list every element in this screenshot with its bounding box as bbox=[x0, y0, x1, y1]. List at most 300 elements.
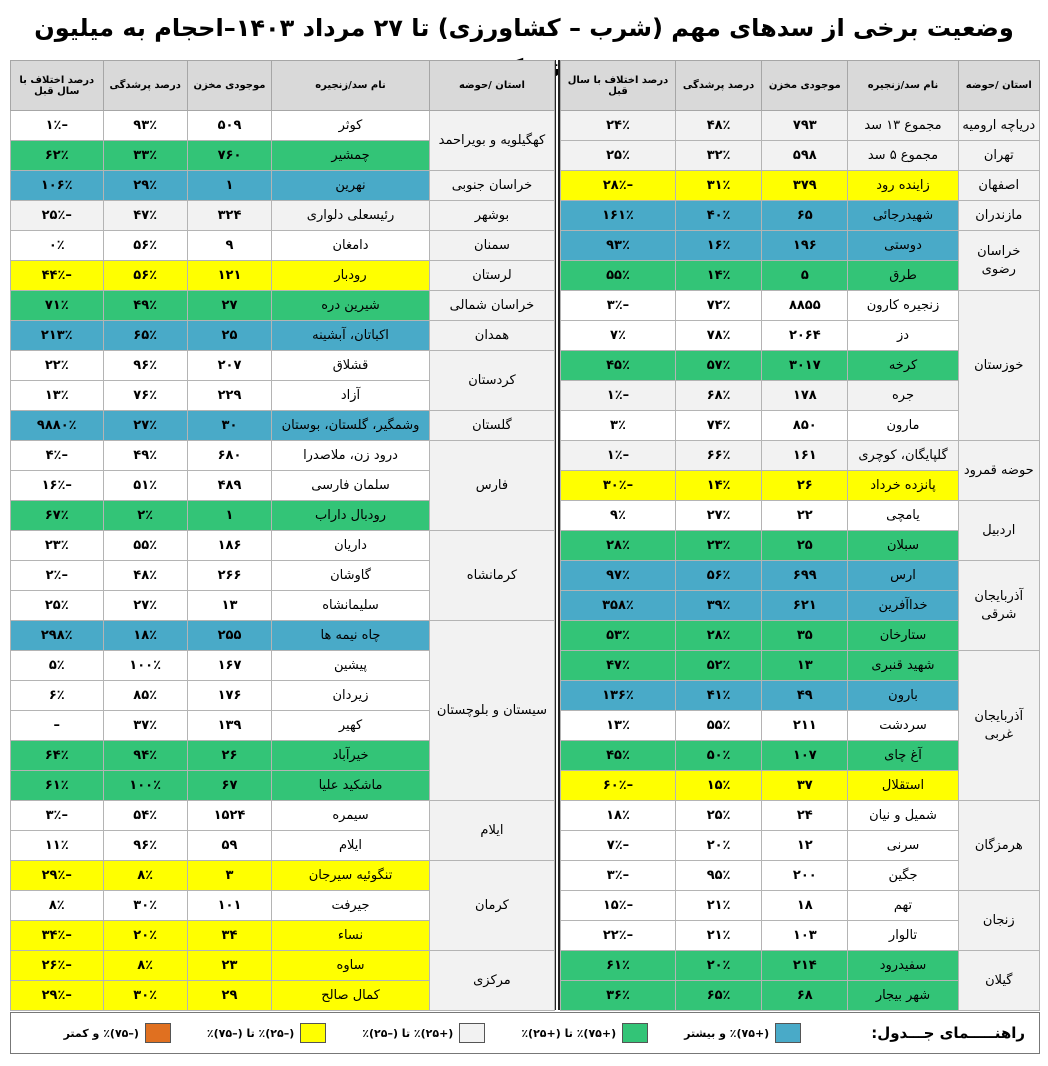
diff-percent-cell: ۱۰۶٪ bbox=[11, 171, 104, 201]
province-cell: آذربایجان شرقی bbox=[958, 561, 1039, 651]
fill-percent-cell: ۲۰٪ bbox=[675, 831, 761, 861]
fill-percent-cell: ۹۵٪ bbox=[675, 861, 761, 891]
diff-percent-cell: –۷٪ bbox=[561, 831, 676, 861]
storage-cell: ۱۳۹ bbox=[187, 711, 271, 741]
diff-percent-cell: –۳۴٪ bbox=[11, 921, 104, 951]
province-cell: زنجان bbox=[958, 891, 1039, 951]
province-cell: اصفهان bbox=[958, 171, 1039, 201]
left-dam-table bbox=[10, 60, 555, 1011]
storage-cell: ۳۷ bbox=[762, 771, 848, 801]
diff-percent-cell: ۲۴٪ bbox=[561, 111, 676, 141]
province-cell: هرمزگان bbox=[958, 801, 1039, 891]
dam-name-cell: دامغان bbox=[272, 231, 430, 261]
fill-percent-cell: ۵۵٪ bbox=[103, 531, 187, 561]
fill-percent-cell: ۱۵٪ bbox=[675, 771, 761, 801]
diff-percent-cell: ۰٪ bbox=[11, 231, 104, 261]
province-cell: خوزستان bbox=[958, 291, 1039, 441]
header-province: استان /حوضه bbox=[958, 61, 1039, 111]
dam-name-cell: آغ چای bbox=[848, 741, 958, 771]
dam-name-cell: جیرفت bbox=[272, 891, 430, 921]
diff-percent-cell: ۴۵٪ bbox=[561, 351, 676, 381]
province-cell: سیستان و بلوچستان bbox=[429, 621, 554, 801]
dam-name-cell: ارس bbox=[848, 561, 958, 591]
province-cell: حوضه قمرود bbox=[958, 441, 1039, 501]
legend-label: (+۲۵)٪ تا (–۲۵)٪ bbox=[362, 1026, 454, 1040]
province-cell: گیلان bbox=[958, 951, 1039, 1011]
storage-cell: ۱۲۱ bbox=[187, 261, 271, 291]
storage-cell: ۱۰۳ bbox=[762, 921, 848, 951]
table-row bbox=[561, 111, 1040, 141]
diff-percent-cell: ۶۱٪ bbox=[11, 771, 104, 801]
dam-name-cell: پانزده خرداد bbox=[848, 471, 958, 501]
dam-name-cell: سیمره bbox=[272, 801, 430, 831]
province-cell: مازندران bbox=[958, 201, 1039, 231]
province-cell: مرکزی bbox=[429, 951, 554, 1011]
table-row bbox=[561, 291, 1040, 321]
table-row bbox=[11, 291, 555, 321]
diff-percent-cell: ۲۵٪ bbox=[11, 591, 104, 621]
dam-name-cell: کوثر bbox=[272, 111, 430, 141]
dam-name-cell: رئیسعلی دلواری bbox=[272, 201, 430, 231]
diff-percent-cell: ۲۲٪ bbox=[11, 351, 104, 381]
diff-percent-cell: ۶٪ bbox=[11, 681, 104, 711]
dam-name-cell: شهیدرجائی bbox=[848, 201, 958, 231]
table-row bbox=[11, 801, 555, 831]
dam-name-cell: سفیدرود bbox=[848, 951, 958, 981]
diff-percent-cell: –۶۰٪ bbox=[561, 771, 676, 801]
storage-cell: ۱۰۷ bbox=[762, 741, 848, 771]
diff-percent-cell: ۲۵٪ bbox=[561, 141, 676, 171]
province-cell: اردبیل bbox=[958, 501, 1039, 561]
diff-percent-cell: –۲۹٪ bbox=[11, 981, 104, 1011]
fill-percent-cell: ۵۰٪ bbox=[675, 741, 761, 771]
dam-name-cell: زنجیره کارون bbox=[848, 291, 958, 321]
storage-cell: ۱۷۸ bbox=[762, 381, 848, 411]
province-cell: دریاچه ارومیه bbox=[958, 111, 1039, 141]
legend-label: (–۲۵)٪ تا (–۷۵)٪ bbox=[206, 1026, 295, 1040]
dam-name-cell: جره bbox=[848, 381, 958, 411]
storage-cell: ۲۶ bbox=[187, 741, 271, 771]
dam-name-cell: چاه نیمه ها bbox=[272, 621, 430, 651]
table-row bbox=[561, 501, 1040, 531]
diff-percent-cell: ۲۸٪ bbox=[561, 531, 676, 561]
storage-cell: ۶۹۹ bbox=[762, 561, 848, 591]
storage-cell: ۱۹۶ bbox=[762, 231, 848, 261]
fill-percent-cell: ۲۰٪ bbox=[103, 921, 187, 951]
dam-name-cell: رودبار bbox=[272, 261, 430, 291]
fill-percent-cell: ۴۸٪ bbox=[675, 111, 761, 141]
storage-cell: ۲۲ bbox=[762, 501, 848, 531]
province-cell: گلستان bbox=[429, 411, 554, 441]
right-dam-table bbox=[560, 60, 1040, 1011]
diff-percent-cell: ۲۱۳٪ bbox=[11, 321, 104, 351]
legend-swatch-yellow bbox=[300, 1023, 326, 1043]
legend-swatch-green bbox=[622, 1023, 648, 1043]
fill-percent-cell: ۳۹٪ bbox=[675, 591, 761, 621]
diff-percent-cell: ۹۳٪ bbox=[561, 231, 676, 261]
storage-cell: ۶۸۰ bbox=[187, 441, 271, 471]
province-cell: تهران bbox=[958, 141, 1039, 171]
table-row bbox=[11, 951, 555, 981]
dam-name-cell: زاینده رود bbox=[848, 171, 958, 201]
province-cell: کرمان bbox=[429, 861, 554, 951]
storage-cell: ۸۵۰ bbox=[762, 411, 848, 441]
diff-percent-cell: ۶۲٪ bbox=[11, 141, 104, 171]
storage-cell: ۲۷ bbox=[187, 291, 271, 321]
dam-name-cell: جگین bbox=[848, 861, 958, 891]
dam-name-cell: نهرین bbox=[272, 171, 430, 201]
fill-percent-cell: ۱۴٪ bbox=[675, 471, 761, 501]
diff-percent-cell: ۴۵٪ bbox=[561, 741, 676, 771]
storage-cell: ۱ bbox=[187, 501, 271, 531]
table-row bbox=[11, 261, 555, 291]
table-row bbox=[11, 171, 555, 201]
table-row bbox=[11, 231, 555, 261]
dam-name-cell: ستارخان bbox=[848, 621, 958, 651]
storage-cell: ۲۹ bbox=[187, 981, 271, 1011]
storage-cell: ۵۹ bbox=[187, 831, 271, 861]
dam-name-cell: چمشیر bbox=[272, 141, 430, 171]
province-cell: فارس bbox=[429, 441, 554, 531]
storage-cell: ۲۶۶ bbox=[187, 561, 271, 591]
diff-percent-cell: ۹۷٪ bbox=[561, 561, 676, 591]
header-diff: درصد اختلاف با سال قبل bbox=[561, 61, 676, 111]
dam-name-cell: دز bbox=[848, 321, 958, 351]
table-row bbox=[11, 321, 555, 351]
storage-cell: ۲۱۴ bbox=[762, 951, 848, 981]
storage-cell: ۷۶۰ bbox=[187, 141, 271, 171]
legend-swatch-orange bbox=[145, 1023, 171, 1043]
fill-percent-cell: ۹۶٪ bbox=[103, 831, 187, 861]
dam-name-cell: قشلاق bbox=[272, 351, 430, 381]
storage-cell: ۲۳ bbox=[187, 951, 271, 981]
dam-name-cell: طرق bbox=[848, 261, 958, 291]
legend-title: راهنـــــمای جـــدول: bbox=[871, 1024, 1025, 1042]
fill-percent-cell: ۴۱٪ bbox=[675, 681, 761, 711]
fill-percent-cell: ۱۴٪ bbox=[675, 261, 761, 291]
header-fill: درصد پرشدگی bbox=[675, 61, 761, 111]
dam-name-cell: مجموع ۵ سد bbox=[848, 141, 958, 171]
storage-cell: ۴۹ bbox=[762, 681, 848, 711]
province-cell: کرمانشاه bbox=[429, 531, 554, 621]
dam-name-cell: کهیر bbox=[272, 711, 430, 741]
fill-percent-cell: ۵۶٪ bbox=[675, 561, 761, 591]
fill-percent-cell: ۷۲٪ bbox=[675, 291, 761, 321]
fill-percent-cell: ۲۸٪ bbox=[675, 621, 761, 651]
storage-cell: ۷۹۳ bbox=[762, 111, 848, 141]
diff-percent-cell: ۱۱٪ bbox=[11, 831, 104, 861]
fill-percent-cell: ۸٪ bbox=[103, 951, 187, 981]
dam-name-cell: نساء bbox=[272, 921, 430, 951]
storage-cell: ۵۹۸ bbox=[762, 141, 848, 171]
dam-name-cell: آزاد bbox=[272, 381, 430, 411]
dam-name-cell: سبلان bbox=[848, 531, 958, 561]
storage-cell: ۱۳ bbox=[762, 651, 848, 681]
fill-percent-cell: ۸۵٪ bbox=[103, 681, 187, 711]
legend-item-gray bbox=[362, 1023, 485, 1043]
diff-percent-cell: –۱٪ bbox=[11, 111, 104, 141]
table-row bbox=[11, 411, 555, 441]
left-table-body bbox=[11, 111, 555, 1011]
storage-cell: ۱۶۷ bbox=[187, 651, 271, 681]
fill-percent-cell: ۹۳٪ bbox=[103, 111, 187, 141]
diff-percent-cell: ۸٪ bbox=[11, 891, 104, 921]
table-row bbox=[11, 111, 555, 141]
dam-name-cell: شیرین دره bbox=[272, 291, 430, 321]
province-cell: خراسان جنوبی bbox=[429, 171, 554, 201]
province-cell: کردستان bbox=[429, 351, 554, 411]
storage-cell: ۲۲۹ bbox=[187, 381, 271, 411]
fill-percent-cell: ۵۷٪ bbox=[675, 351, 761, 381]
diff-percent-cell: ۱۳۶٪ bbox=[561, 681, 676, 711]
diff-percent-cell: –۲۹٪ bbox=[11, 861, 104, 891]
fill-percent-cell: ۳۷٪ bbox=[103, 711, 187, 741]
legend-label: (–۷۵)٪ و کمتر bbox=[63, 1026, 139, 1040]
dam-name-cell: استقلال bbox=[848, 771, 958, 801]
fill-percent-cell: ۶۶٪ bbox=[675, 441, 761, 471]
diff-percent-cell: –۱٪ bbox=[561, 441, 676, 471]
storage-cell: ۱۸۶ bbox=[187, 531, 271, 561]
diff-percent-cell: ۶۱٪ bbox=[561, 951, 676, 981]
fill-percent-cell: ۲۷٪ bbox=[103, 591, 187, 621]
dam-name-cell: مجموع ۱۳ سد bbox=[848, 111, 958, 141]
fill-percent-cell: ۳۳٪ bbox=[103, 141, 187, 171]
fill-percent-cell: ۶۵٪ bbox=[103, 321, 187, 351]
dam-name-cell: یامچی bbox=[848, 501, 958, 531]
fill-percent-cell: ۶۸٪ bbox=[675, 381, 761, 411]
storage-cell: ۴۸۹ bbox=[187, 471, 271, 501]
diff-percent-cell: –۳٪ bbox=[561, 861, 676, 891]
fill-percent-cell: ۵۲٪ bbox=[675, 651, 761, 681]
fill-percent-cell: ۵۴٪ bbox=[103, 801, 187, 831]
diff-percent-cell: ۱۶۱٪ bbox=[561, 201, 676, 231]
legend-swatch-gray bbox=[459, 1023, 485, 1043]
fill-percent-cell: ۲۳٪ bbox=[675, 531, 761, 561]
fill-percent-cell: ۲۷٪ bbox=[103, 411, 187, 441]
diff-percent-cell: ۴۷٪ bbox=[561, 651, 676, 681]
table-row bbox=[11, 201, 555, 231]
fill-percent-cell: ۳۱٪ bbox=[675, 171, 761, 201]
diff-percent-cell: ۹٪ bbox=[561, 501, 676, 531]
fill-percent-cell: ۳۰٪ bbox=[103, 891, 187, 921]
diff-percent-cell: –۲۸٪ bbox=[561, 171, 676, 201]
storage-cell: ۱۷۶ bbox=[187, 681, 271, 711]
fill-percent-cell: ۱۶٪ bbox=[675, 231, 761, 261]
fill-percent-cell: ۹۶٪ bbox=[103, 351, 187, 381]
fill-percent-cell: ۶۵٪ bbox=[675, 981, 761, 1011]
table-row bbox=[11, 441, 555, 471]
dam-name-cell: رودبال داراب bbox=[272, 501, 430, 531]
dam-name-cell: اکباتان، آبشینه bbox=[272, 321, 430, 351]
diff-percent-cell: ۹۸۸۰٪ bbox=[11, 411, 104, 441]
right-table-body bbox=[561, 111, 1040, 1011]
dam-name-cell: خداآفرین bbox=[848, 591, 958, 621]
fill-percent-cell: ۲۱٪ bbox=[675, 921, 761, 951]
fill-percent-cell: ۲٪ bbox=[103, 501, 187, 531]
fill-percent-cell: ۷۴٪ bbox=[675, 411, 761, 441]
diff-percent-cell: ۱۳٪ bbox=[11, 381, 104, 411]
header-diff: درصد اختلاف با سال قبل bbox=[11, 61, 104, 111]
diff-percent-cell: –۳٪ bbox=[11, 801, 104, 831]
fill-percent-cell: ۵۵٪ bbox=[675, 711, 761, 741]
legend-swatch-blue bbox=[775, 1023, 801, 1043]
diff-percent-cell: –۱٪ bbox=[561, 381, 676, 411]
legend bbox=[10, 1012, 1040, 1054]
table-row bbox=[561, 201, 1040, 231]
diff-percent-cell: ۲۹۸٪ bbox=[11, 621, 104, 651]
storage-cell: ۱۵۲۴ bbox=[187, 801, 271, 831]
storage-cell: ۵۰۹ bbox=[187, 111, 271, 141]
table-row bbox=[561, 801, 1040, 831]
fill-percent-cell: ۴۰٪ bbox=[675, 201, 761, 231]
diff-percent-cell: –۴٪ bbox=[11, 441, 104, 471]
diff-percent-cell: –۳٪ bbox=[561, 291, 676, 321]
storage-cell: ۳۵ bbox=[762, 621, 848, 651]
dam-name-cell: کرخه bbox=[848, 351, 958, 381]
dam-name-cell: ایلام bbox=[272, 831, 430, 861]
fill-percent-cell: ۵۶٪ bbox=[103, 261, 187, 291]
diff-percent-cell: –۱۵٪ bbox=[561, 891, 676, 921]
storage-cell: ۲۴ bbox=[762, 801, 848, 831]
province-cell: لرستان bbox=[429, 261, 554, 291]
fill-percent-cell: ۲۱٪ bbox=[675, 891, 761, 921]
fill-percent-cell: ۲۰٪ bbox=[675, 951, 761, 981]
dam-name-cell: خیرآباد bbox=[272, 741, 430, 771]
table-row bbox=[11, 861, 555, 891]
storage-cell: ۱۳ bbox=[187, 591, 271, 621]
fill-percent-cell: ۱۰۰٪ bbox=[103, 771, 187, 801]
legend-label: (+۷۵)٪ و بیشتر bbox=[684, 1026, 770, 1040]
storage-cell: ۱۰۱ bbox=[187, 891, 271, 921]
province-cell: سمنان bbox=[429, 231, 554, 261]
storage-cell: ۶۵ bbox=[762, 201, 848, 231]
storage-cell: ۳۷۹ bbox=[762, 171, 848, 201]
table-row bbox=[561, 561, 1040, 591]
table-header-row bbox=[561, 61, 1040, 111]
diff-percent-cell: ۳٪ bbox=[561, 411, 676, 441]
dam-name-cell: بارون bbox=[848, 681, 958, 711]
dam-name-cell: سردشت bbox=[848, 711, 958, 741]
diff-percent-cell: ۷٪ bbox=[561, 321, 676, 351]
legend-item-orange bbox=[64, 1023, 171, 1043]
province-cell: خراسان شمالی bbox=[429, 291, 554, 321]
dam-name-cell: گلپایگان، کوچری bbox=[848, 441, 958, 471]
storage-cell: ۱۲ bbox=[762, 831, 848, 861]
legend-label: (+۷۵)٪ تا (+۲۵)٪ bbox=[521, 1026, 617, 1040]
dam-name-cell: تالوار bbox=[848, 921, 958, 951]
dam-name-cell: درود زن، ملاصدرا bbox=[272, 441, 430, 471]
fill-percent-cell: ۴۹٪ bbox=[103, 291, 187, 321]
storage-cell: ۳۰۱۷ bbox=[762, 351, 848, 381]
fill-percent-cell: ۵۱٪ bbox=[103, 471, 187, 501]
dam-name-cell: وشمگیر، گلستان، بوستان bbox=[272, 411, 430, 441]
dam-name-cell: پیشین bbox=[272, 651, 430, 681]
table-row bbox=[561, 171, 1040, 201]
header-fill: درصد پرشدگی bbox=[103, 61, 187, 111]
storage-cell: ۵ bbox=[762, 261, 848, 291]
fill-percent-cell: ۷۸٪ bbox=[675, 321, 761, 351]
storage-cell: ۱ bbox=[187, 171, 271, 201]
fill-percent-cell: ۲۷٪ bbox=[675, 501, 761, 531]
province-cell: بوشهر bbox=[429, 201, 554, 231]
fill-percent-cell: ۴۷٪ bbox=[103, 201, 187, 231]
diff-percent-cell: –۴۴٪ bbox=[11, 261, 104, 291]
dam-name-cell: ساوه bbox=[272, 951, 430, 981]
fill-percent-cell: ۳۲٪ bbox=[675, 141, 761, 171]
dam-name-cell: کمال صالح bbox=[272, 981, 430, 1011]
dam-name-cell: مارون bbox=[848, 411, 958, 441]
dam-name-cell: تهم bbox=[848, 891, 958, 921]
table-header-row bbox=[11, 61, 555, 111]
dam-name-cell: داریان bbox=[272, 531, 430, 561]
dam-name-cell: سلمان فارسی bbox=[272, 471, 430, 501]
dam-name-cell: شمیل و نیان bbox=[848, 801, 958, 831]
province-cell: خراسان رضوی bbox=[958, 231, 1039, 291]
storage-cell: ۲۵۵ bbox=[187, 621, 271, 651]
dam-name-cell: شهید قنبری bbox=[848, 651, 958, 681]
province-cell: ایلام bbox=[429, 801, 554, 861]
header-dam: نام سد/زنجیره bbox=[848, 61, 958, 111]
dam-name-cell: تنگوئیه سیرجان bbox=[272, 861, 430, 891]
fill-percent-cell: ۹۴٪ bbox=[103, 741, 187, 771]
storage-cell: ۶۸ bbox=[762, 981, 848, 1011]
legend-item-blue bbox=[684, 1023, 801, 1043]
storage-cell: ۲۰۰ bbox=[762, 861, 848, 891]
storage-cell: ۳۰ bbox=[187, 411, 271, 441]
storage-cell: ۲۶ bbox=[762, 471, 848, 501]
table-row bbox=[561, 441, 1040, 471]
diff-percent-cell: ۱۸٪ bbox=[561, 801, 676, 831]
header-storage: موجودی مخزن bbox=[762, 61, 848, 111]
diff-percent-cell: ۷۱٪ bbox=[11, 291, 104, 321]
storage-cell: ۳۴ bbox=[187, 921, 271, 951]
diff-percent-cell: ۵٪ bbox=[11, 651, 104, 681]
diff-percent-cell: – bbox=[11, 711, 104, 741]
diff-percent-cell: –۲٪ bbox=[11, 561, 104, 591]
fill-percent-cell: ۴۹٪ bbox=[103, 441, 187, 471]
fill-percent-cell: ۱۰۰٪ bbox=[103, 651, 187, 681]
diff-percent-cell: –۲۲٪ bbox=[561, 921, 676, 951]
storage-cell: ۹ bbox=[187, 231, 271, 261]
dam-name-cell: سرنی bbox=[848, 831, 958, 861]
storage-cell: ۶۲۱ bbox=[762, 591, 848, 621]
province-cell: آذربایجان غربی bbox=[958, 651, 1039, 801]
storage-cell: ۲۰۶۴ bbox=[762, 321, 848, 351]
header-province: استان /حوضه bbox=[429, 61, 554, 111]
table-row bbox=[11, 531, 555, 561]
dam-name-cell: شهر بیجار bbox=[848, 981, 958, 1011]
page-title: وضعیت برخی از سدهای مهم (شرب – کشاورزی) تا ۲۷ مرداد ۱۴۰۳–احجام به میلیون bbox=[34, 14, 1014, 42]
storage-cell: ۲۱۱ bbox=[762, 711, 848, 741]
storage-cell: ۱۶۱ bbox=[762, 441, 848, 471]
table-row bbox=[11, 351, 555, 381]
diff-percent-cell: –۲۶٪ bbox=[11, 951, 104, 981]
diff-percent-cell: ۶۴٪ bbox=[11, 741, 104, 771]
fill-percent-cell: ۲۵٪ bbox=[675, 801, 761, 831]
table-row bbox=[561, 231, 1040, 261]
storage-cell: ۲۰۷ bbox=[187, 351, 271, 381]
diff-percent-cell: ۲۳٪ bbox=[11, 531, 104, 561]
province-cell: کهگیلویه و بویراحمد bbox=[429, 111, 554, 171]
fill-percent-cell: ۷۶٪ bbox=[103, 381, 187, 411]
dam-name-cell: زیردان bbox=[272, 681, 430, 711]
fill-percent-cell: ۳۰٪ bbox=[103, 981, 187, 1011]
storage-cell: ۶۷ bbox=[187, 771, 271, 801]
fill-percent-cell: ۴۸٪ bbox=[103, 561, 187, 591]
storage-cell: ۱۸ bbox=[762, 891, 848, 921]
province-cell: همدان bbox=[429, 321, 554, 351]
table-row bbox=[561, 891, 1040, 921]
